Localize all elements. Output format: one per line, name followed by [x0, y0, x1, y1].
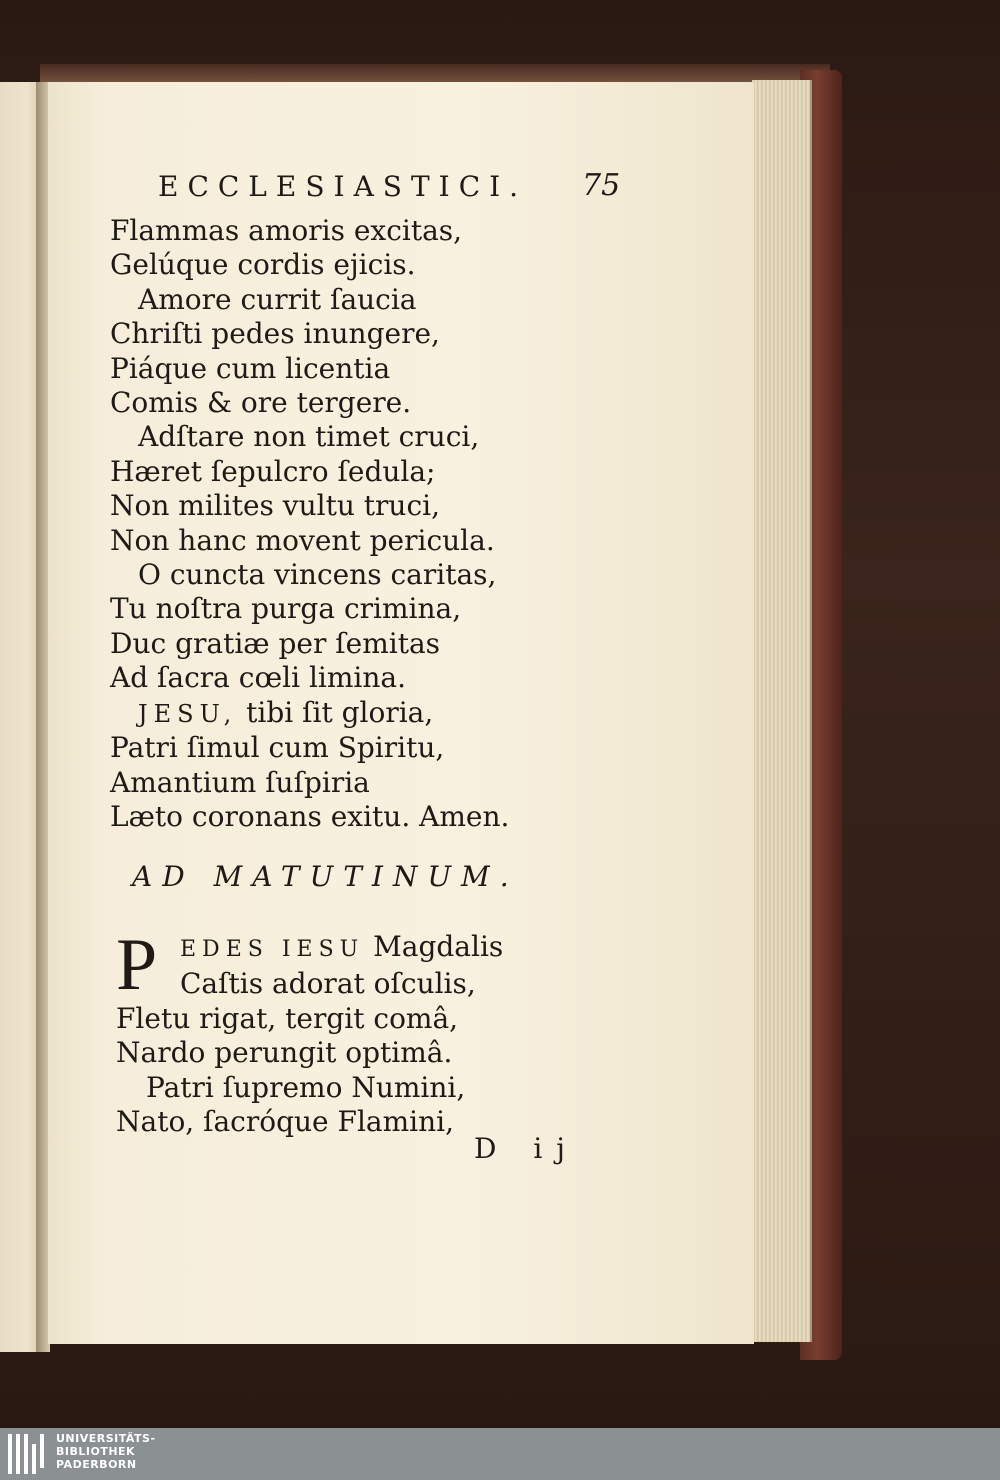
page-number: 75	[582, 168, 621, 203]
hymn-text-matins	[116, 924, 556, 1139]
jesu-word: JESU,	[138, 699, 238, 728]
verse-line: Chriſti pedes inungere,	[110, 317, 440, 351]
verse-line: Patri ſimul cum Spiritu,	[110, 731, 445, 765]
small-caps-words: EDES IESU	[180, 937, 365, 962]
logo-line: PADERBORN	[56, 1458, 137, 1471]
signature-mark: D ij	[474, 1132, 579, 1165]
verse-line: Caſtis adorat oſculis,	[180, 967, 476, 1001]
page-header	[158, 168, 621, 210]
verse-line: Non hanc movent pericula.	[110, 523, 495, 557]
logo-line: UNIVERSITÄTS-	[56, 1432, 156, 1445]
verse-line: Fletu rigat, tergit comâ,	[116, 1001, 459, 1035]
verse-line-rest: tibi ſit gloria,	[237, 695, 434, 729]
verse-line: Tu noſtra purga crimina,	[110, 592, 462, 626]
verse-line: Comis & ore tergere.	[110, 386, 412, 420]
verse-line: Amantium ſuſpiria	[110, 765, 370, 799]
verse-line: Piáque cum licentia	[110, 351, 391, 385]
verse-line	[116, 930, 556, 967]
library-footer	[0, 1428, 1000, 1480]
section-title: AD MATUTINUM.	[132, 860, 519, 893]
hymn-text	[110, 214, 550, 834]
library-logo-text	[56, 1432, 156, 1471]
book-page	[48, 82, 754, 1344]
verse-line: Non milites vultu truci,	[110, 489, 440, 523]
verse-line: Nato, ſacróque Flamini,	[116, 1105, 454, 1139]
verse-line: Patri ſupremo Numini,	[146, 1070, 466, 1104]
library-logo-icon	[8, 1434, 48, 1474]
verse-line: Ad ſacra cœli limina.	[110, 661, 406, 695]
page-stack-edge	[752, 80, 812, 1342]
verse-line: Gelúque cordis ejicis.	[110, 248, 416, 282]
verse-line: Nardo perungit optimâ.	[116, 1036, 453, 1070]
verse-line: Hæret ſepulcro ſedula;	[110, 454, 436, 488]
drop-cap: P	[116, 924, 158, 1006]
verse-line: Duc gratiæ per ſemitas	[110, 626, 441, 660]
running-head: ECCLESIASTICI.	[158, 170, 528, 203]
verse-line: Flammas amoris excitas,	[110, 214, 463, 247]
logo-line: BIBLIOTHEK	[56, 1445, 136, 1458]
verse-line: Læto coronans exitu. Amen.	[110, 799, 510, 833]
verse-line	[110, 696, 550, 731]
verse-line: O cuncta vincens caritas,	[138, 558, 497, 592]
verse-line: Amore currit ſaucia	[138, 282, 417, 316]
verse-line: Adſtare non timet cruci,	[138, 420, 480, 454]
verse-line-rest: Magdalis	[364, 930, 504, 963]
